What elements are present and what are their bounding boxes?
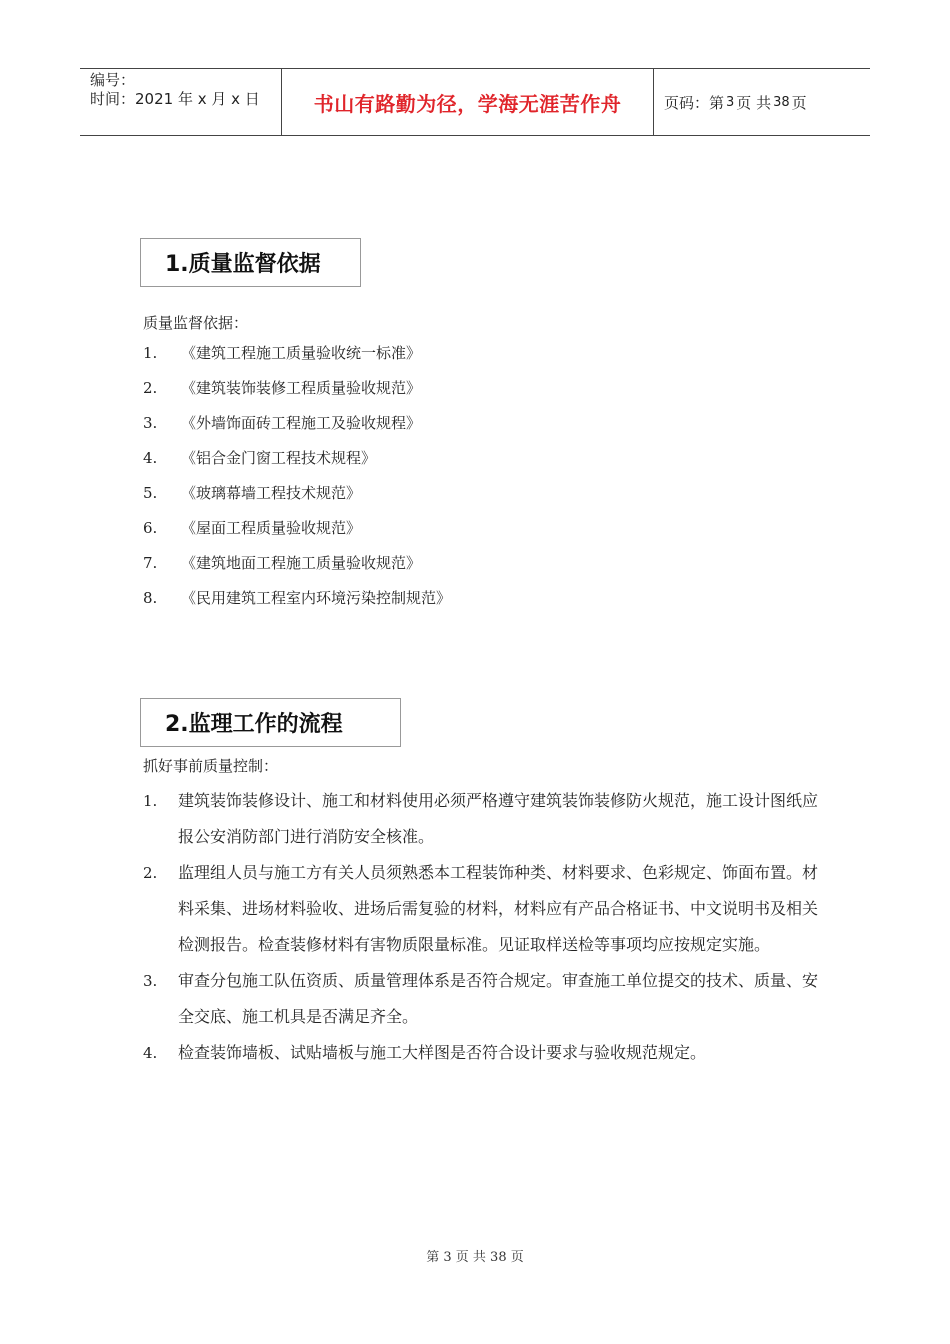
list-item-text: 《建筑地面工程施工质量验收规范》	[181, 554, 422, 572]
list-item	[143, 580, 451, 615]
list-item	[143, 545, 451, 580]
list-item	[143, 405, 451, 440]
section2-list	[143, 783, 833, 1071]
list-item-text: 《铝合金门窗工程技术规程》	[181, 449, 377, 467]
section2-intro: 抓好事前质量控制：	[143, 757, 279, 775]
page-mid: 页 共	[736, 93, 772, 112]
page-prefix: 页码：第	[664, 93, 725, 112]
list-item	[143, 1035, 833, 1071]
list-item-text: 《外墙饰面砖工程施工及验收规程》	[181, 414, 422, 432]
section1-intro: 质量监督依据：	[143, 314, 249, 332]
doc-date: 时间：2021 年 x 月 x 日	[90, 90, 260, 108]
page-footer: 第 3 页 共 38 页	[426, 1250, 524, 1265]
list-item	[143, 335, 451, 370]
list-item	[143, 510, 451, 545]
list-item-text: 《屋面工程质量验收规范》	[181, 519, 362, 537]
list-item-text: 监理组人员与施工方有关人员须熟悉本工程装饰种类、材料要求、色彩规定、饰面布置。材料采集、进场材料验收、进场后需复验的材料，材料应有产品合格证书、中文说明书及相关检测报告。检查装修材料有害物质限量标准。见证取样送检等事项均应按规定实施。	[178, 863, 819, 954]
list-item-text: 《建筑工程施工质量验收统一标准》	[181, 344, 422, 362]
section1-title: 1.质量监督依据	[140, 238, 361, 287]
list-item	[143, 370, 451, 405]
list-item-text: 审查分包施工队伍资质、质量管理体系是否符合规定。审查施工单位提交的技术、质量、安全交底、施工机具是否满足齐全。	[178, 971, 819, 1026]
page-total: 38	[773, 94, 790, 110]
list-item-text: 《建筑装饰装修工程质量验收规范》	[181, 379, 422, 397]
list-item-number: 1.	[143, 792, 158, 810]
list-item-number: 2.	[143, 864, 158, 882]
list-item-text: 《玻璃幕墙工程技术规范》	[181, 484, 362, 502]
header-page-info	[654, 69, 870, 135]
header-motto: 书山有路勤为径，学海无涯苦作舟	[282, 69, 654, 135]
page-number: 3	[726, 94, 735, 110]
list-item-text: 建筑装饰装修设计、施工和材料使用必须严格遵守建筑装饰装修防火规范，施工设计图纸应报公安消防部门进行消防安全核准。	[178, 791, 819, 846]
section1-list	[143, 335, 451, 615]
doc-number-label: 编号：	[90, 71, 136, 89]
list-item-number: 7.	[143, 553, 158, 572]
page-header	[80, 68, 870, 136]
section2-title: 2.监理工作的流程	[140, 698, 401, 747]
page-suffix: 页	[791, 93, 807, 112]
list-item	[143, 963, 833, 1035]
list-item	[143, 440, 451, 475]
list-item	[143, 855, 833, 963]
list-item-number: 1.	[143, 343, 158, 362]
list-item	[143, 475, 451, 510]
list-item	[143, 783, 833, 855]
list-item-number: 5.	[143, 483, 158, 502]
list-item-number: 6.	[143, 518, 158, 537]
list-item-text: 《民用建筑工程室内环境污染控制规范》	[181, 589, 452, 607]
list-item-number: 3.	[143, 972, 158, 990]
list-item-text: 检查装饰墙板、试贴墙板与施工大样图是否符合设计要求与验收规范规定。	[178, 1043, 707, 1062]
list-item-number: 2.	[143, 378, 158, 397]
list-item-number: 3.	[143, 413, 158, 432]
header-meta	[80, 69, 282, 135]
list-item-number: 4.	[143, 1044, 158, 1062]
list-item-number: 4.	[143, 448, 158, 467]
list-item-number: 8.	[143, 588, 158, 607]
